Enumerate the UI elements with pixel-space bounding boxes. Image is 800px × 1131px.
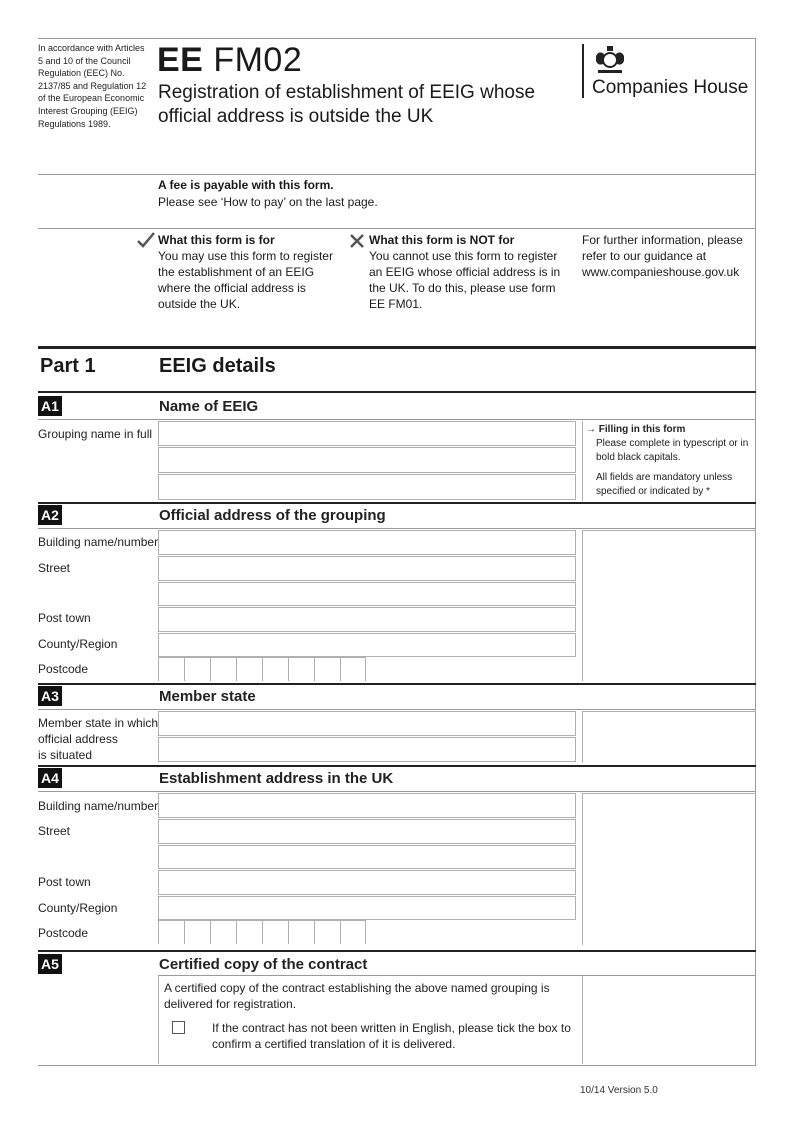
- member-state-field-line1[interactable]: [158, 711, 576, 736]
- checkbox-label-line: confirm a certified translation of it is delivered.: [212, 1037, 456, 1051]
- form-subtitle-line2: official address is outside the UK: [158, 106, 434, 127]
- section-title-a4: Establishment address in the UK: [159, 770, 394, 787]
- member-state-label-line: is situated: [38, 748, 93, 762]
- postcode-label: Postcode: [38, 662, 89, 676]
- cross-icon: [349, 234, 365, 248]
- side-box: [582, 711, 756, 763]
- street-label: Street: [38, 561, 71, 575]
- fee-title: A fee is payable with this form.: [158, 178, 334, 192]
- member-state-label: [38, 715, 158, 763]
- grouping-name-field-line2[interactable]: [158, 447, 576, 473]
- uk-street-field-line2[interactable]: [158, 845, 576, 869]
- postcode-char-box[interactable]: [314, 657, 340, 681]
- postcode-char-box[interactable]: [340, 920, 366, 944]
- frame-top-border: [38, 38, 756, 39]
- uk-street-field-line1[interactable]: [158, 819, 576, 844]
- section-badge-a3: A3: [38, 686, 62, 706]
- section-divider: [38, 950, 756, 952]
- further-information: [582, 232, 752, 280]
- part-divider: [38, 346, 756, 349]
- companies-house-logo: [582, 44, 758, 100]
- postcode-char-box[interactable]: [158, 920, 184, 944]
- postcode-char-box[interactable]: [314, 920, 340, 944]
- grouping-name-label: Grouping name in full: [38, 427, 153, 441]
- part-label: Part 1: [40, 355, 96, 377]
- section-divider: [38, 391, 756, 393]
- divider: [38, 174, 756, 175]
- bottom-divider: [38, 1065, 756, 1066]
- section-title-a5: Certified copy of the contract: [159, 956, 368, 973]
- official-county-field[interactable]: [158, 633, 576, 657]
- royal-crest-icon: [592, 44, 628, 76]
- logo-text: Companies House: [592, 77, 749, 98]
- side-box: [582, 530, 756, 681]
- postcode-char-box[interactable]: [158, 657, 184, 681]
- section-badge-a1: A1: [38, 396, 62, 416]
- uk-building-field[interactable]: [158, 793, 576, 818]
- contract-statement-line: delivered for registration.: [164, 997, 297, 1011]
- form-is-for-title: What this form is for: [158, 233, 275, 247]
- section-title-a1: Name of EEIG: [159, 398, 259, 415]
- section-badge-a4: A4: [38, 768, 62, 788]
- postcode-char-box[interactable]: [236, 657, 262, 681]
- postcode-char-box[interactable]: [184, 920, 210, 944]
- form-code-number: FM02: [213, 41, 303, 79]
- uk-post-town-field[interactable]: [158, 870, 576, 895]
- tick-icon: [137, 232, 155, 248]
- official-building-field[interactable]: [158, 530, 576, 555]
- form-is-not-for-line: You cannot use this form to register: [369, 249, 558, 263]
- further-info-line: refer to our guidance at: [582, 249, 707, 263]
- form-is-for: [158, 232, 338, 312]
- official-post-town-field[interactable]: [158, 607, 576, 632]
- member-state-label-line: Member state in which: [38, 716, 159, 730]
- checkbox-label-line: If the contract has not been written in English, please tick the box to: [212, 1021, 571, 1035]
- form-subtitle: [158, 81, 558, 129]
- logo-divider: [582, 44, 584, 98]
- section-badge-a5: A5: [38, 954, 62, 974]
- postcode-char-box[interactable]: [210, 657, 236, 681]
- official-postcode-field[interactable]: [158, 657, 366, 681]
- building-label: Building name/number: [38, 535, 159, 549]
- section-divider: [38, 502, 756, 504]
- form-subtitle-line1: Registration of establishment of EEIG whose: [158, 82, 536, 103]
- side-box: [582, 793, 756, 945]
- side-box-border: [582, 421, 583, 501]
- form-is-not-for-title: What this form is NOT for: [369, 233, 515, 247]
- filling-note-line: bold black capitals.: [596, 452, 681, 463]
- divider: [38, 709, 756, 710]
- form-is-not-for-line: EE FM01.: [369, 297, 423, 311]
- further-info-line: For further information, please: [582, 233, 743, 247]
- section-badge-a2: A2: [38, 505, 62, 525]
- form-code: [157, 40, 302, 80]
- form-is-for-line: the establishment of an EEIG: [158, 265, 315, 279]
- member-state-field-line2[interactable]: [158, 737, 576, 762]
- filling-note-line: Please complete in typescript or in: [596, 438, 749, 449]
- section-title-a2: Official address of the grouping: [159, 507, 386, 524]
- post-town-label: Post town: [38, 611, 91, 625]
- grouping-name-field-line1[interactable]: [158, 421, 576, 446]
- official-street-field-line2[interactable]: [158, 582, 576, 606]
- legal-note: In accordance with Articles 5 and 10 of the Council Regulation (EEC) No. 2137/85 and Regulation 12 of the European Economic Interest Grouping (EEIG) Regulations 1989.: [38, 43, 147, 129]
- form-is-not-for-line: the UK. To do this, please use form: [369, 281, 556, 295]
- postcode-label: Postcode: [38, 926, 89, 940]
- form-code-prefix: EE: [157, 41, 204, 79]
- postcode-char-box[interactable]: [210, 920, 236, 944]
- postcode-char-box[interactable]: [288, 920, 314, 944]
- post-town-label: Post town: [38, 875, 91, 889]
- filling-note-title: → Filling in this form: [586, 424, 686, 435]
- section-divider: [38, 765, 756, 767]
- translation-checkbox-label: [212, 1020, 574, 1052]
- form-is-for-line: You may use this form to register: [158, 249, 333, 263]
- postcode-char-box[interactable]: [288, 657, 314, 681]
- version-label: 10/14 Version 5.0: [580, 1085, 658, 1096]
- fee-text: Please see ‘How to pay’ on the last page.: [158, 195, 378, 209]
- section-title-a3: Member state: [159, 688, 256, 705]
- uk-county-field[interactable]: [158, 896, 576, 920]
- postcode-char-box[interactable]: [236, 920, 262, 944]
- filling-note: [586, 423, 754, 499]
- contract-statement: [164, 980, 574, 1012]
- county-label: County/Region: [38, 901, 118, 915]
- further-info-line[interactable]: www.companieshouse.gov.uk: [582, 265, 740, 279]
- divider: [38, 791, 756, 792]
- divider: [38, 528, 756, 529]
- mandatory-note-line: specified or indicated by *: [596, 486, 710, 497]
- building-label: Building name/number: [38, 799, 159, 813]
- postcode-char-box[interactable]: [340, 657, 366, 681]
- part-title: EEIG details: [159, 355, 276, 377]
- form-is-not-for: [369, 232, 569, 312]
- member-state-label-line: official address: [38, 732, 118, 746]
- street-label: Street: [38, 824, 71, 838]
- divider: [38, 419, 756, 420]
- form-is-for-line: outside the UK.: [158, 297, 241, 311]
- divider: [38, 228, 756, 229]
- side-box: [582, 976, 756, 1064]
- translation-checkbox[interactable]: [172, 1021, 185, 1034]
- contract-statement-line: A certified copy of the contract establishing the above named grouping is: [164, 981, 550, 995]
- grouping-name-field-line3[interactable]: [158, 474, 576, 500]
- form-is-for-line: where the official address is: [158, 281, 306, 295]
- postcode-char-box[interactable]: [262, 920, 288, 944]
- county-label: County/Region: [38, 637, 118, 651]
- form-is-not-for-line: an EEIG whose official address is in: [369, 265, 561, 279]
- postcode-char-box[interactable]: [262, 657, 288, 681]
- mandatory-note-line: All fields are mandatory unless: [596, 472, 733, 483]
- uk-postcode-field[interactable]: [158, 920, 366, 944]
- section-divider: [38, 683, 756, 685]
- official-street-field-line1[interactable]: [158, 556, 576, 581]
- postcode-char-box[interactable]: [184, 657, 210, 681]
